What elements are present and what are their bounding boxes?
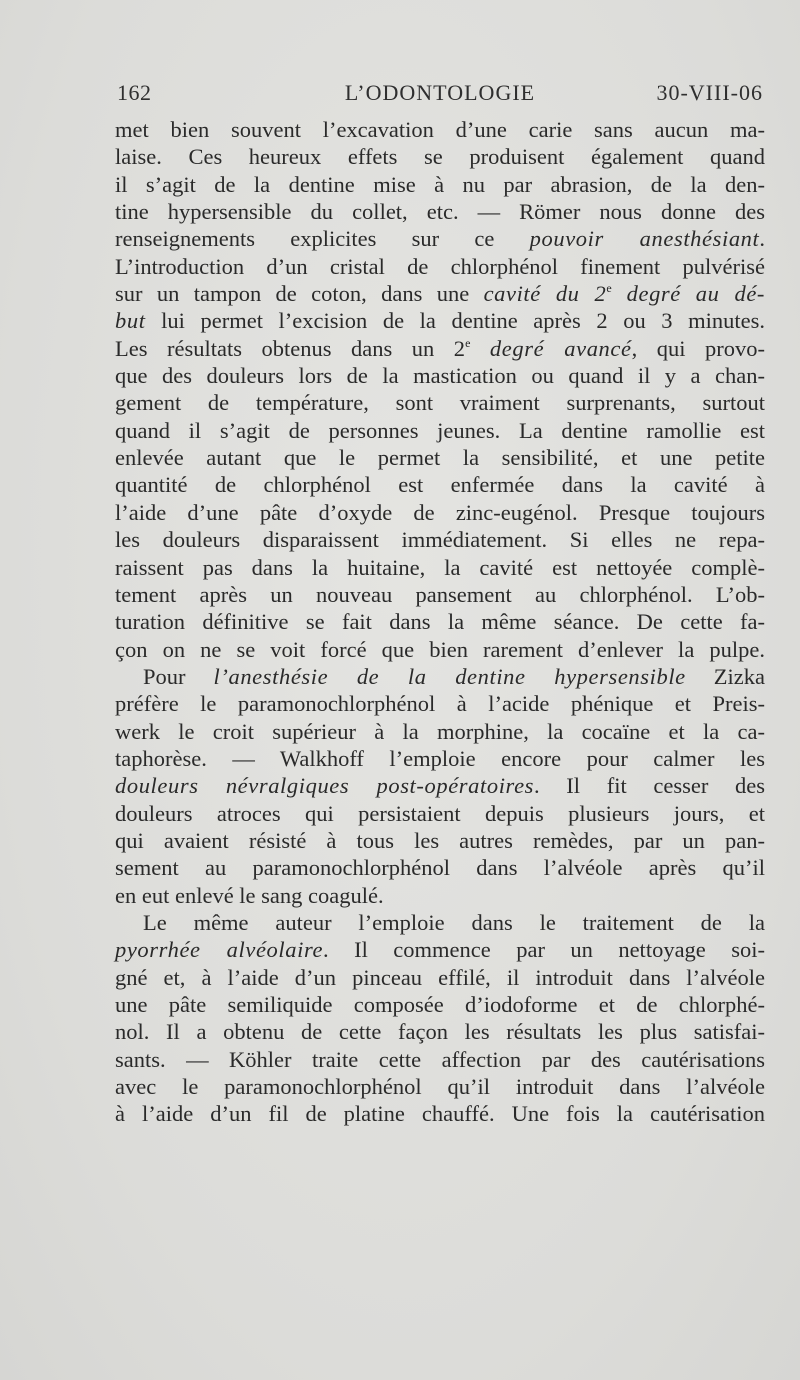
text-segment: tement après un nouveau pansement au chlorphénol. L’ob- [115, 581, 765, 607]
running-header [117, 80, 763, 116]
text-segment: il s’agit de la dentine mise à nu par abrasion, de la den- [115, 171, 765, 197]
italic-text: l’anesthésie de la dentine hypersensible [213, 663, 686, 689]
text-segment: gement de température, sont vraiment surprenants, surtout [115, 390, 765, 416]
text-line [115, 800, 765, 827]
superscript: e [465, 335, 471, 350]
italic-text: cavité du 2 [483, 281, 607, 307]
text-line [115, 608, 765, 635]
text-line [115, 690, 765, 717]
text-segment: avec le paramonochlorphénol qu’il introduit dans l’alvéole [115, 1074, 765, 1100]
text-segment: lui permet l’excision de la dentine après 2 ou 3 minutes. [145, 308, 765, 334]
text-line [115, 143, 765, 170]
text-line [115, 362, 765, 389]
text-segment: taphorèse. — Walkhoff l’emploie encore pour calmer les [115, 745, 765, 771]
text-segment: gné et, à l’aide d’un pinceau effilé, il introduit dans l’alvéole [115, 964, 765, 990]
text-line [115, 389, 765, 416]
italic-text: douleurs névralgiques post-opératoires [115, 773, 535, 799]
text-line [115, 225, 765, 252]
text-line [115, 307, 765, 334]
text-line [115, 1073, 765, 1100]
text-line [115, 499, 765, 526]
text-segment: l’aide d’une pâte d’oxyde de zinc-eugénol. Presque toujours [115, 499, 765, 525]
text-line [115, 280, 765, 307]
text-segment: . Il commence par un nettoyage soi- [323, 937, 765, 963]
text-segment: quand il s’agit de personnes jeunes. La dentine ramollie est [115, 417, 765, 443]
text-line [115, 827, 765, 854]
text-segment: . Il fit cesser des [534, 773, 765, 799]
text-segment: douleurs atroces qui persistaient depuis plusieurs jours, et [115, 800, 765, 826]
text-segment: laise. Ces heureux effets se produisent également quand [115, 144, 765, 170]
text-line [115, 663, 765, 690]
text-line [115, 936, 765, 963]
text-line [115, 253, 765, 280]
text-segment: tine hypersensible du collet, etc. — Römer nous donne des [115, 199, 765, 225]
text-segment: nol. Il a obtenu de cette façon les résultats les plus satisfai- [115, 1019, 765, 1045]
text-line [115, 1018, 765, 1045]
text-segment: sement au paramonochlorphénol dans l’alvéole après qu’il [115, 855, 765, 881]
text-segment: Le même auteur l’emploie dans le traitement de la [143, 909, 765, 935]
text-segment: L’introduction d’un cristal de chlorphénol finement pulvérisé [115, 253, 765, 279]
text-line [115, 526, 765, 553]
text-segment: turation définitive se fait dans la même séance. De cette fa- [115, 609, 765, 635]
italic-text: degré au dé- [611, 281, 765, 307]
text-line [115, 718, 765, 745]
text-segment: enlevée autant que le permet la sensibilité, et une petite [115, 445, 765, 471]
text-segment: à l’aide d’un fil de platine chauffé. Une fois la cautérisation [115, 1101, 765, 1127]
text-line [115, 554, 765, 581]
text-segment: que des douleurs lors de la mastication ou quand il y a chan- [115, 363, 765, 389]
text-segment: Pour [143, 663, 214, 689]
text-line [115, 171, 765, 198]
text-segment: préfère le paramonochlorphénol à l’acide phénique et Preis- [115, 691, 765, 717]
text-line [115, 471, 765, 498]
text-segment: renseignements explicites sur ce [115, 226, 530, 252]
body-text [115, 116, 765, 1128]
journal-title: L’ODONTOLOGIE [344, 80, 536, 105]
italic-text: pouvoir anesthésiant [529, 226, 760, 252]
page-number: 162 [117, 80, 152, 105]
text-line [115, 772, 765, 799]
text-line [115, 335, 765, 362]
text-segment: les douleurs disparaissent immédiatement. Si elles ne repa- [115, 527, 765, 553]
text-segment: Zizka [685, 663, 766, 689]
text-segment: werk le croit supérieur à la morphine, la cocaïne et la ca- [115, 718, 765, 744]
text-line [115, 964, 765, 991]
text-segment: Les résultats obtenus dans un 2 [115, 335, 466, 361]
text-line [115, 1100, 765, 1127]
text-line [115, 745, 765, 772]
text-segment: , qui provo- [631, 335, 765, 361]
italic-text: degré avancé [489, 335, 632, 361]
text-segment: qui avaient résisté à tous les autres remèdes, par un pan- [115, 827, 765, 853]
text-line [115, 854, 765, 881]
text-line [115, 991, 765, 1018]
text-segment: sur un tampon de coton, dans une [115, 281, 484, 307]
superscript: e [606, 281, 612, 296]
text-segment: . [759, 226, 765, 252]
text-line [115, 636, 765, 663]
text-line [115, 909, 765, 936]
text-line [115, 581, 765, 608]
issue-date: 30-VIII-06 [656, 80, 763, 105]
text-line [115, 882, 765, 909]
text-segment: raissent pas dans la huitaine, la cavité est nettoyée complè- [115, 554, 765, 580]
italic-text: but [115, 308, 146, 334]
text-segment: sants. — Köhler traite cette affection par des cautérisations [115, 1046, 765, 1072]
text-line [115, 417, 765, 444]
text-segment: une pâte semiliquide composée d’iodoforme et de chlorphé- [115, 992, 765, 1017]
text-line [115, 198, 765, 225]
text-segment: quantité de chlorphénol est enfermée dans la cavité à [115, 472, 765, 498]
text-line [115, 444, 765, 471]
italic-text: pyorrhée alvéolaire [115, 937, 324, 963]
text-line [115, 1046, 765, 1073]
text-segment [470, 336, 490, 361]
text-segment: çon on ne se voit forcé que bien rarement d’enlever la pulpe. [115, 636, 765, 662]
text-segment: en eut enlevé le sang coagulé. [115, 882, 384, 908]
text-segment: met bien souvent l’excavation d’une carie sans aucun ma- [115, 117, 765, 142]
text-line [115, 116, 765, 143]
